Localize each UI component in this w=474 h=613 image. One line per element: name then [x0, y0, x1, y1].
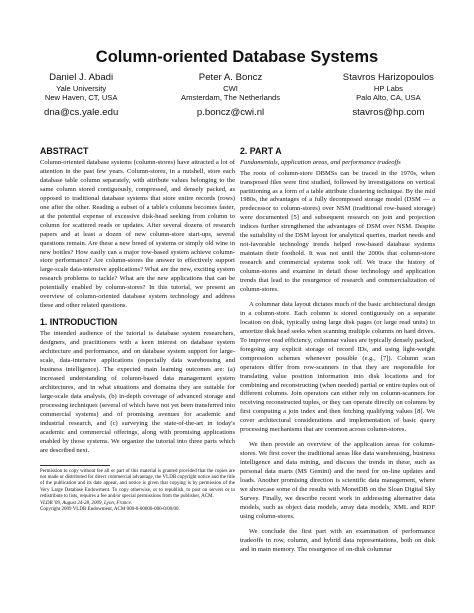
- paper-title: Column-oriented Database Systems: [95, 48, 379, 66]
- author-location: Amsterdam, The Netherlands: [181, 93, 281, 103]
- footnote-rule: [40, 465, 110, 466]
- abstract-text: Column-oriented database systems (column-stores) have attracted a lot of attention in the past few years. Column-stores, in a nutshell, store each database table column separately, with attribute values belonging to the same column stored contiguously, compressed, and densely packed, as opposed to traditional database systems that store entire records (rows) one after the other. Reading a subset of a table's columns becomes faster, at the potential expense of excessive disk-head seeking from column to column for scattered reads or updates. After several dozens of research papers and at least a dozen of new column-store start-ups, several questions remain. Are these a new breed of systems or simply old wine in new bottles? How easily can a major row-based system achieve column-store performance? Are column-stores the answer to effectively support large-scale data-intensive applications? What are the new, exciting system research problems to tackle? What are the new applications that can be potentially enabled by column-stores? In this tutorial, we present an overview of column-oriented database system technology and address these and other related questions.: [40, 159, 235, 310]
- author-affiliation: Yale University: [56, 84, 107, 93]
- copyright-text: Permission to copy without fee all or part of this material is granted provided that the copies are not made or distributed for direct commercial advantage, the VLDB copyright notice and the title of the publication and its date appear, and notice is given that copying is by permission of the Very Large Database Endowment. To copy otherwise, or to republish, to post on servers or to redistribute to lists, requires a fee and/or special permissions from the publisher, ACM.: [40, 468, 235, 500]
- author-affiliation: CWI: [223, 84, 238, 93]
- abstract-heading: ABSTRACT: [40, 146, 89, 156]
- author-email[interactable]: p.boncz@cwi.nl: [196, 106, 265, 118]
- author-name: Daniel J. Abadi: [49, 72, 114, 83]
- part-a-paragraph: We then provide an overview of the application areas for column-stores. We first cover the traditional areas like data warehousing, business intelligence and data mining, and discuss the trends in these, such as personal data marts (MS Gemini) and the need for on-line updates and loads. Another promising direction is scientific data management, where we showcase some of the results with MonetDB on the Sloan Digital Sky Survey. Finally, we describe recent work in addressing alternative data models, such as object data models, array data models, XML and RDF using column-stores.: [240, 441, 435, 520]
- part-a-heading: 2. PART A: [240, 146, 282, 156]
- copyright-notice: [40, 469, 235, 514]
- right-column: [240, 146, 435, 555]
- introduction-text: The intended audience of the tutorial is database system researchers, designers, and practitioners with a keen interest on database system architecture and performance, and on database system support for large-scale, data-intensive applications (especially data warehousing and business intelligence). The expected main learning outcomes are: (a) increased understanding of column-based data management system architectures, and in what situations and domains they are suitable for large-scale data analysis, (b) in-depth coverage of advanced storage and processing techniques (several of which have not yet been transferred into commercial systems) and of promising avenues for academic and industrial research, and (c) surveying the state-of-the-art in today's academic and commercial offerings, along with promising applications enabled by those systems. We organize the tutorial into three parts which are described next.: [40, 330, 235, 454]
- part-a-paragraph: We conclude the first part with an examination of performance tradeoffs in row, column, and hybrid data representations, both on disk and in main memory. The resurgence of on-disk columnar: [240, 527, 435, 553]
- author-location: Palo Alto, CA, USA: [356, 93, 421, 103]
- part-a-subheading: Fundamentals, application areas, and performance tradeoffs: [240, 159, 401, 166]
- author-name: Stavros Harizopoulos: [342, 72, 434, 83]
- author-1: [44, 72, 118, 119]
- author-email[interactable]: stavros@hp.com: [352, 106, 425, 118]
- introduction-heading: 1. INTRODUCTION: [40, 317, 118, 328]
- author-name: Peter A. Boncz: [198, 72, 263, 83]
- part-a-paragraph: A columnar data layout dictates much of the basic architectural design in a column-store. Each column is stored contiguously on a separate location on disk, typically using large disk pages (or large read units) to amortize disk head seeks when scanning multiple columns on hard drives. To improve read efficiency, columnar values are typically densely packed, foregoing any explicit storage of record IDs, and using light-weight compression schemes whenever possible (e.g., [7]). Column scan operators differ from row-scanners in that they are responsible for translating value position information into disk locations and for combining and reconstructing (when needed) partial or entire tuples out of different columns. Join operators can either rely on column-scanners for receiving reconstructed tuples, or they can operate directly on columns by first computing a join index and then fetching qualifying values [8]. We cover architectural considerations and implementation of basic query processing mechanisms that are common across column-stores.: [240, 300, 435, 434]
- author-3: [343, 72, 434, 119]
- copyright-venue: VLDB '09, August 24-28, 2009, Lyon, France.: [40, 500, 133, 506]
- copyright-line: Copyright 2009 VLDB Endowment, ACM 000-0-00000-000-0/00/00.: [40, 506, 180, 512]
- part-a-paragraph: The roots of column-store DBMSs can be traced in the 1970s, when transposed files were first studied, followed by investigations on vertical partitioning as a form of a table attribute clustering technique. By the mid 1980s, the advantages of a fully decomposed storage model (DSM — a predecessor to column-stores) over NSM (traditional row-based storage) were documented [5] and subsequent research on join and projection indices further strengthened the advantages of DSM over NSM. Despite the suitability of the DSM layout for analytical queries, market needs and not-favorable technology trends helped row-based database systems maintain their foothold. It was not until the 2000s that column-store research and commercial systems took off. We trace the history of column-stores and examine in detail those technology and application trends that lead to the resurgence of research and commercialization of column-stores.: [240, 169, 435, 293]
- left-column: [40, 146, 235, 513]
- author-affiliation: HP Labs: [373, 84, 403, 93]
- author-2: [181, 72, 280, 119]
- author-email[interactable]: dna@cs.yale.edu: [44, 106, 119, 118]
- author-block: [44, 72, 434, 119]
- author-location: New Haven, CT, USA: [44, 93, 118, 103]
